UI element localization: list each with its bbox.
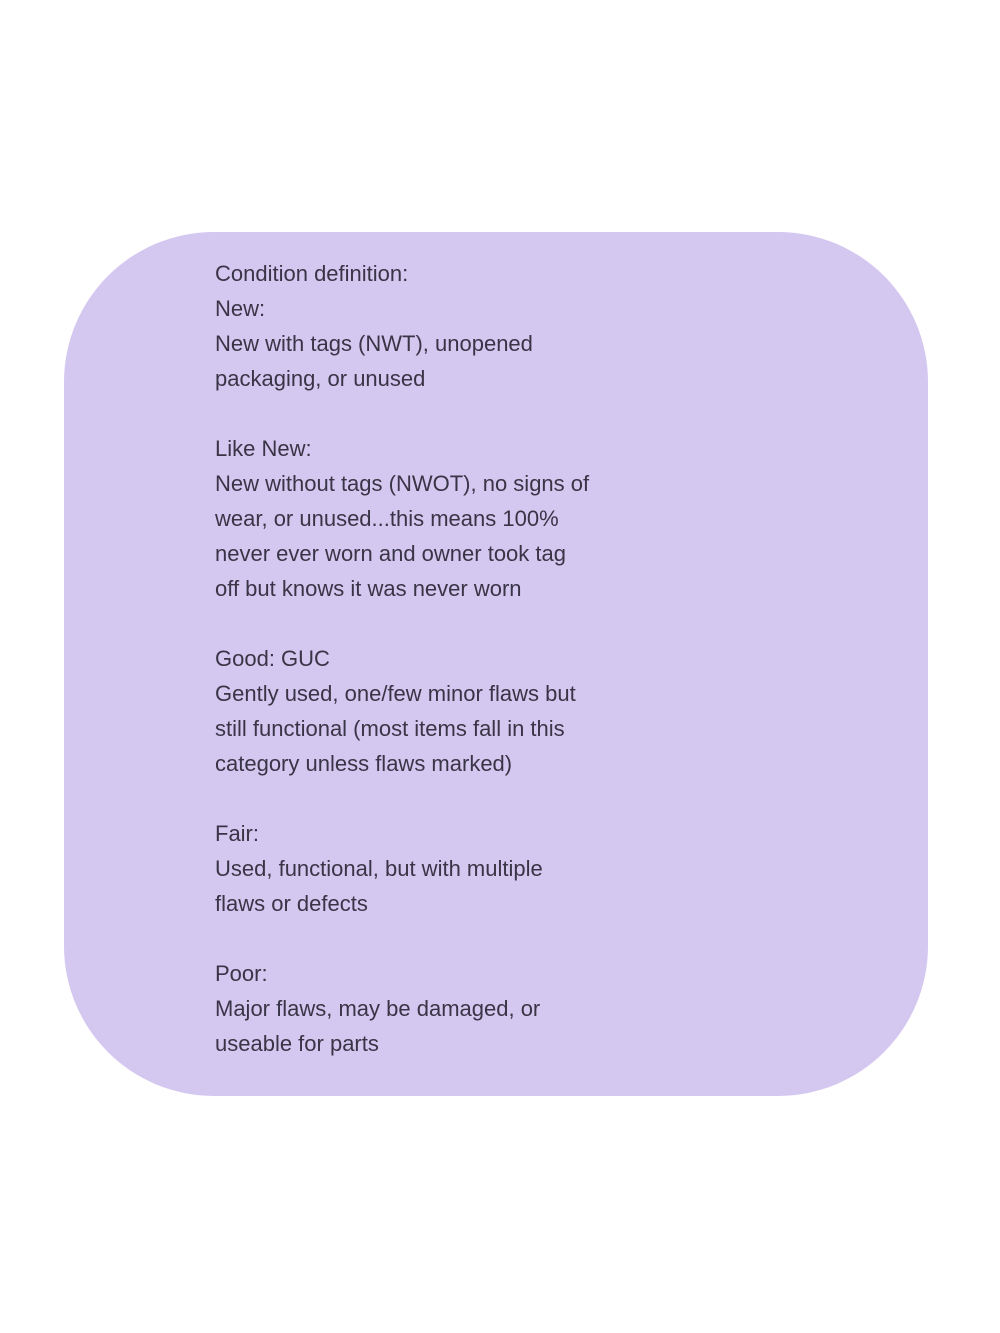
section-text-line: category unless flaws marked) <box>215 751 513 776</box>
section-text-line: Major flaws, may be damaged, or <box>215 996 541 1021</box>
section-good <box>215 641 868 781</box>
section-text-line: New with tags (NWT), unopened <box>215 331 533 356</box>
section-text-line: New without tags (NWOT), no signs of <box>215 471 590 496</box>
section-heading: Fair: <box>215 821 259 846</box>
section-spacer <box>215 396 868 431</box>
section-new <box>215 291 868 396</box>
section-text-line: wear, or unused...this means 100% <box>215 506 559 531</box>
section-spacer <box>215 921 868 956</box>
section-like-new <box>215 431 868 606</box>
section-spacer <box>215 606 868 641</box>
section-text-line: useable for parts <box>215 1031 379 1056</box>
section-text-line: Used, functional, but with multiple <box>215 856 543 881</box>
section-text-line: off but knows it was never worn <box>215 576 522 601</box>
section-text-line: flaws or defects <box>215 891 368 916</box>
section-heading: Poor: <box>215 961 268 986</box>
section-heading: New: <box>215 296 266 321</box>
condition-definition-card <box>64 232 928 1096</box>
section-text-line: packaging, or unused <box>215 366 426 391</box>
card-title: Condition definition: <box>215 261 409 286</box>
section-text-line: still functional (most items fall in this <box>215 716 565 741</box>
section-spacer <box>215 781 868 816</box>
section-heading: Like New: <box>215 436 312 461</box>
section-heading: Good: GUC <box>215 646 330 671</box>
section-poor <box>215 956 868 1061</box>
section-fair <box>215 816 868 921</box>
section-text-line: Gently used, one/few minor flaws but <box>215 681 576 706</box>
section-text-line: never ever worn and owner took tag <box>215 541 566 566</box>
